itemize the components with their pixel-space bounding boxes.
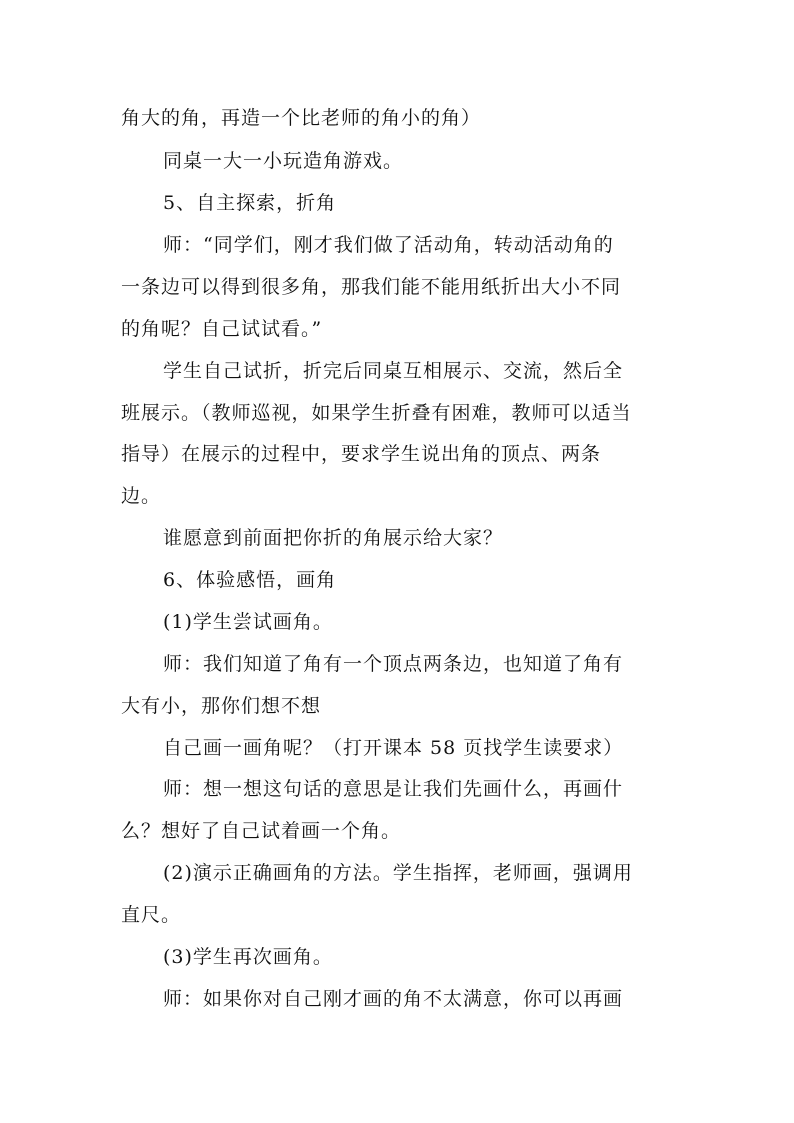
text-line: 师：想一想这句话的意思是让我们先画什么，再画什: [163, 778, 624, 800]
text-line: 师：我们知道了角有一个顶点两条边，也知道了角有: [163, 653, 624, 675]
text-line: 师：如果你对自己刚才画的角不太满意，你可以再画: [163, 988, 624, 1010]
text-line: 自己画一画角呢？（打开课本 58 页找学生读要求）: [163, 737, 624, 759]
text-line: (1)学生尝试画角。: [163, 611, 333, 633]
text-line: (3)学生再次画角。: [163, 946, 333, 968]
text-line: 同桌一大一小玩造角游戏。: [163, 150, 404, 172]
text-line: 一条边可以得到很多角，那我们能不能用纸折出大小不同: [121, 276, 622, 298]
text-line: 指导）在展示的过程中，要求学生说出角的顶点、两条: [121, 443, 602, 465]
text-line: 直尺。: [121, 904, 182, 926]
section-heading: 6、体验感悟，画角: [163, 569, 337, 591]
text-line: 谁愿意到前面把你折的角展示给大家？: [163, 527, 504, 549]
text-line: 学生自己试折，折完后同桌互相展示、交流，然后全: [163, 360, 624, 382]
text-line: 班展示。（教师巡视，如果学生折叠有困难，教师可以适当: [121, 402, 632, 424]
text-line: 边。: [121, 485, 162, 507]
text-line: 师：“同学们，刚才我们做了活动角，转动活动角的: [163, 234, 614, 256]
text-line: 角大的角，再造一个比老师的角小的角）: [121, 107, 482, 129]
text-line: 的角呢？自己试试看。”: [121, 318, 323, 340]
section-heading: 5、自主探索，折角: [163, 192, 337, 214]
text-line: 么？想好了自己试着画一个角。: [121, 820, 402, 842]
text-line: (2)演示正确画角的方法。学生指挥，老师画，强调用: [163, 862, 633, 884]
text-line: 大有小，那你们想不想: [121, 695, 322, 717]
